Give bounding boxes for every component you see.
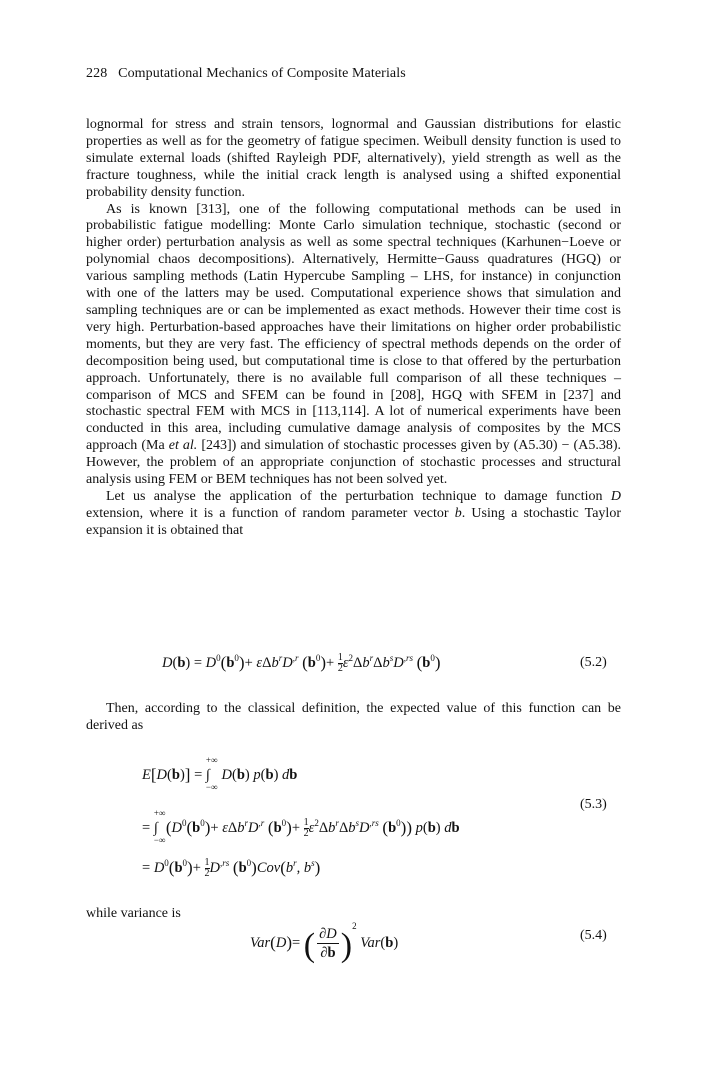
equation-number-5-3: (5.3) [580, 797, 607, 812]
body-text-2 [86, 701, 621, 735]
paragraph-1: lognormal for stress and strain tensors, lognormal and Gaussian distributions for elastic properties as well as for the geometry of fatigue specimen. Weibull density function is used to simulate external loads (shifted Rayleigh PDF, alternatively), yield strength as well as the fracture toughness, while the initial crack length is analysed using a shifted exponential probability density function. [86, 117, 621, 200]
equation-number-5-2: (5.2) [580, 655, 607, 670]
equation-number-5-4: (5.4) [580, 928, 607, 943]
paragraph-2: As is known [313], one of the following computational methods can be used in probabilistic fatigue modelling: Monte Carlo simulation technique, stochastic (second or higher order) perturbation analysis as well as some spectral techniques (Karhunen−Loeve or polynomial chaos decompositions). Alternatively, Hermitte−Gauss quadratures (HGQ) or various sampling methods (Latin Hypercube Sampling – LHS, for instance) in conjunction with one of the latters may be used. Computational experience shows that simulation and sampling techniques are or can be implemented as exact methods. However their time cost is very high. Perturbation-based approaches have their limitations on higher order probabilistic moments, but they are very fast. The efficiency of spectral methods depends on the order of decomposition being used, but computational time is close to that offered by the perturbation approach. Unfortunately, there is no available full comparison of all these techniques – comparison of MCS and SFEM can be found in [208], HGQ with SFEM in [237] and stochastic spectral FEM with MCS in [113,114]. A lot of numerical experiments have been conducted in this area, including cumulative damage analysis of composites by the MCS approach (Ma et al. [243]) and simulation of stochastic processes given by (A5.30) − (A5.38). However, the problem of an appropriate conjunction of stochastic processes and structural analysis using FEM or BEM techniques has not been solved yet. [86, 201, 621, 488]
equation-5-4: Var(D)= ( $\frac{\partial D}{\partial b}$ )$^2$ Var(b) [250, 920, 399, 964]
paragraph-3: Let us analyse the application of the perturbation technique to damage function D extension, where it is a function of random parameter vector b. Using a stochastic Taylor expansion it is obtained that [86, 488, 621, 538]
equation-5-3-line-3: = $D^0(b^0)+$ $\frac{1}{2}$ $D^{,rs}$ $(b^0)Cov(b^r$, $b^s$) [142, 857, 321, 880]
paragraph-5: while variance is [86, 906, 181, 921]
equation-5-3-line-2: = +∞ ∫ −∞ ($D^0(b^0)+ \varepsilon\Delta b^rD^{,r}$ $(b^0)+$ $\frac{1}{2}$ $\varepsilon^2\Delta b^r\Delta b^sD^{,rs}$ $(b^0)$) p(b) db [142, 808, 460, 845]
body-text [86, 117, 621, 540]
equation-5-3-line-1: E[D(b)] = +∞ ∫ −∞ D(b) p(b) db [142, 755, 298, 792]
equation-5-2: $D(b) = D^0(b^0)+ \varepsilon\Delta b^rD^{,r}$ $(b^0)+$ $\frac{1}{2}$ $\varepsilon^2\Delta b^r\Delta b^sD^{,rs}$ $(b^0)$ [162, 652, 441, 675]
running-header [86, 66, 406, 82]
page-number: 228 [86, 66, 108, 81]
running-title: Computational Mechanics of Composite Materials [118, 66, 406, 81]
paragraph-4: Then, according to the classical definition, the expected value of this function can be derived as [86, 701, 621, 733]
